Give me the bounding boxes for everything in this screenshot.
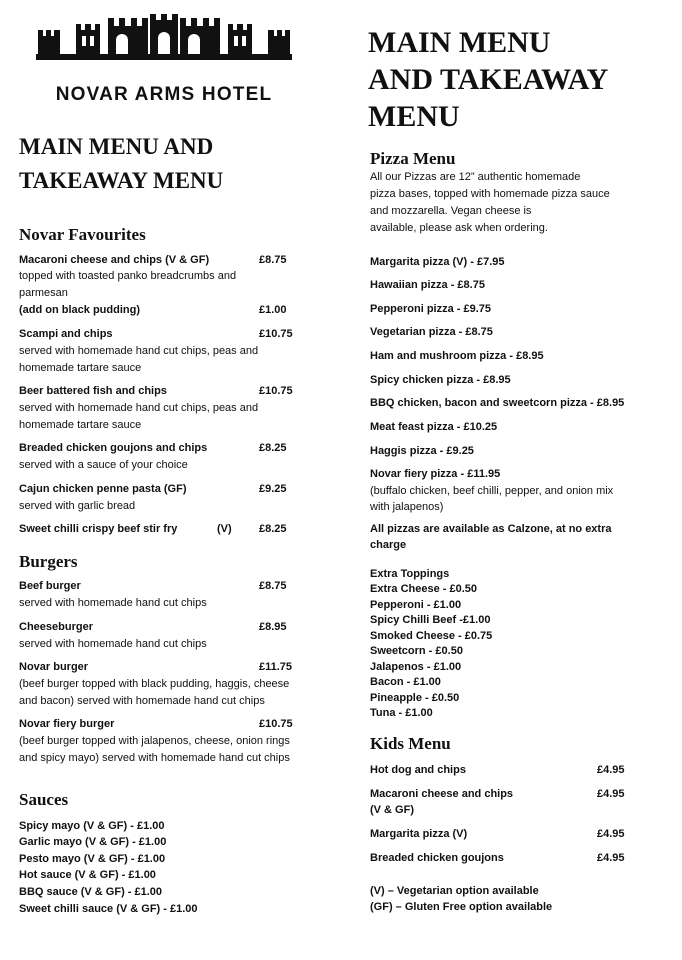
pizza-item: Hawaiian pizza - £8.75 [370, 279, 485, 291]
topping-item: Smoked Cheese - £0.75 [370, 630, 493, 642]
pizza-item: Haggis pizza - £9.25 [370, 445, 474, 457]
topping-item: Tuna - £1.00 [370, 707, 433, 719]
topping-item: Extra Cheese - £0.50 [370, 583, 478, 595]
menu-item-name: Scampi and chips [19, 328, 113, 340]
favourites-title: Novar Favourites [19, 225, 146, 244]
pizza-intro-line: All our Pizzas are 12” authentic homemade [370, 171, 581, 183]
menu-item-desc: served with homemade hand cut chips, peas and homemade tartare sauce [19, 402, 259, 431]
kids-item-name: Breaded chicken goujons [370, 852, 504, 864]
calzone-note: charge [370, 539, 407, 551]
legend-vegetarian: (V) – Vegetarian option available [370, 885, 539, 897]
menu-item-desc: served with a sauce of your choice [19, 459, 188, 471]
kids-title: Kids Menu [370, 734, 451, 753]
sauce-item: BBQ sauce (V & GF) - £1.00 [19, 886, 163, 898]
sauce-item: Spicy mayo (V & GF) - £1.00 [19, 820, 165, 832]
sauce-item: Hot sauce (V & GF) - £1.00 [19, 869, 156, 881]
menu-item-name: Sweet chilli crispy beef stir fry [19, 523, 178, 535]
kids-item-name-line-2: (V & GF) [370, 804, 414, 816]
right-heading-line-3: MENU [368, 100, 460, 133]
topping-item: Spicy Chilli Beef -£1.00 [370, 614, 491, 626]
menu-item-price: £8.25 [259, 442, 287, 454]
kids-item-price: £4.95 [597, 764, 625, 776]
sauce-item: Pesto mayo (V & GF) - £1.00 [19, 853, 166, 865]
menu-item-tag: (V) [217, 523, 232, 535]
burgers-title: Burgers [19, 552, 78, 571]
menu-item-desc: (beef burger topped with jalapenos, cheese, onion rings and spicy mayo) served with homemade hand cut chips [19, 735, 290, 764]
menu-item-price: £8.25 [259, 523, 287, 535]
menu-item-name: Cheeseburger [19, 621, 93, 633]
pizza-item: Spicy chicken pizza - £8.95 [370, 374, 511, 386]
pizza-item: Margarita pizza (V) - £7.95 [370, 256, 505, 268]
menu-item-price: £10.75 [259, 328, 293, 340]
sauce-item: Sweet chilli sauce (V & GF) - £1.00 [19, 903, 198, 915]
menu-item-price: £8.75 [259, 580, 287, 592]
menu-item-desc: served with homemade hand cut chips [19, 597, 207, 609]
pizza-intro-line: and mozzarella. Vegan cheese is [370, 205, 532, 217]
menu-item-price: £1.00 [259, 304, 287, 316]
menu-item-name: Macaroni cheese and chips (V & GF) [19, 254, 210, 266]
hotel-logo [36, 14, 292, 110]
menu-item-name: Cajun chicken penne pasta (GF) [19, 483, 187, 495]
pizza-item-desc: (buffalo chicken, beef chilli, pepper, and onion mix [370, 485, 614, 497]
menu-item-name: Novar burger [19, 661, 89, 673]
sauces-title: Sauces [19, 790, 69, 809]
menu-item-name: Novar fiery burger [19, 718, 115, 730]
pizza-item: Ham and mushroom pizza - £8.95 [370, 350, 544, 362]
pizza-item: BBQ chicken, bacon and sweetcorn pizza - £8.95 [370, 397, 625, 409]
kids-item-name: Macaroni cheese and chips [370, 788, 514, 800]
menu-item-desc: (beef burger topped with black pudding, haggis, cheese and bacon) served with homemade hand cut chips [19, 678, 290, 707]
menu-item-desc: served with homemade hand cut chips [19, 638, 207, 650]
logo-text: NOVAR ARMS HOTEL [55, 84, 273, 105]
menu-item-price: £10.75 [259, 718, 293, 730]
kids-item-name: Hot dog and chips [370, 764, 466, 776]
kids-item-price: £4.95 [597, 852, 625, 864]
menu-item-desc: topped with toasted panko breadcrumbs and parmesan [19, 270, 237, 299]
pizza-intro-line: pizza bases, topped with homemade pizza sauce [370, 188, 610, 200]
menu-item-desc: served with homemade hand cut chips, peas and homemade tartare sauce [19, 345, 259, 374]
menu-item-name: Beef burger [19, 580, 81, 592]
menu-item-name: (add on black pudding) [19, 304, 140, 316]
pizza-title: Pizza Menu [370, 149, 456, 168]
topping-item: Pepperoni - £1.00 [370, 599, 462, 611]
menu-item-name: Breaded chicken goujons and chips [19, 442, 208, 454]
menu-item-price: £11.75 [259, 661, 293, 673]
right-heading-line-2: AND TAKEAWAY [368, 63, 609, 96]
legend-gluten-free: (GF) – Gluten Free option available [370, 901, 553, 913]
topping-item: Sweetcorn - £0.50 [370, 645, 463, 657]
topping-item: Pineapple - £0.50 [370, 692, 460, 704]
kids-item-name: Margarita pizza (V) [370, 828, 468, 840]
left-heading-line-2: TAKEAWAY MENU [19, 168, 224, 193]
left-heading-line-1: MAIN MENU AND [19, 134, 214, 159]
menu-item-desc: served with garlic bread [19, 500, 136, 512]
sauce-item: Garlic mayo (V & GF) - £1.00 [19, 836, 167, 848]
right-heading-line-1: MAIN MENU [368, 26, 551, 59]
menu-item-price: £9.25 [259, 483, 287, 495]
menu-item-price: £8.95 [259, 621, 287, 633]
topping-item: Jalapenos - £1.00 [370, 661, 462, 673]
castle-battlement-icon [36, 14, 292, 80]
pizza-intro-line: available, please ask when ordering. [370, 222, 548, 234]
menu-item-name: Beer battered fish and chips [19, 385, 167, 397]
pizza-item: Novar fiery pizza - £11.95 [370, 468, 501, 480]
toppings-title: Extra Toppings [370, 568, 450, 580]
pizza-item: Pepperoni pizza - £9.75 [370, 303, 492, 315]
pizza-item-desc: with jalapenos) [370, 501, 444, 513]
kids-item-price: £4.95 [597, 828, 625, 840]
menu-item-price: £10.75 [259, 385, 293, 397]
topping-item: Bacon - £1.00 [370, 676, 441, 688]
menu-item-price: £8.75 [259, 254, 287, 266]
kids-item-price: £4.95 [597, 788, 625, 800]
calzone-note: All pizzas are available as Calzone, at no extra [370, 523, 612, 535]
pizza-item: Vegetarian pizza - £8.75 [370, 326, 493, 338]
pizza-item: Meat feast pizza - £10.25 [370, 421, 498, 433]
